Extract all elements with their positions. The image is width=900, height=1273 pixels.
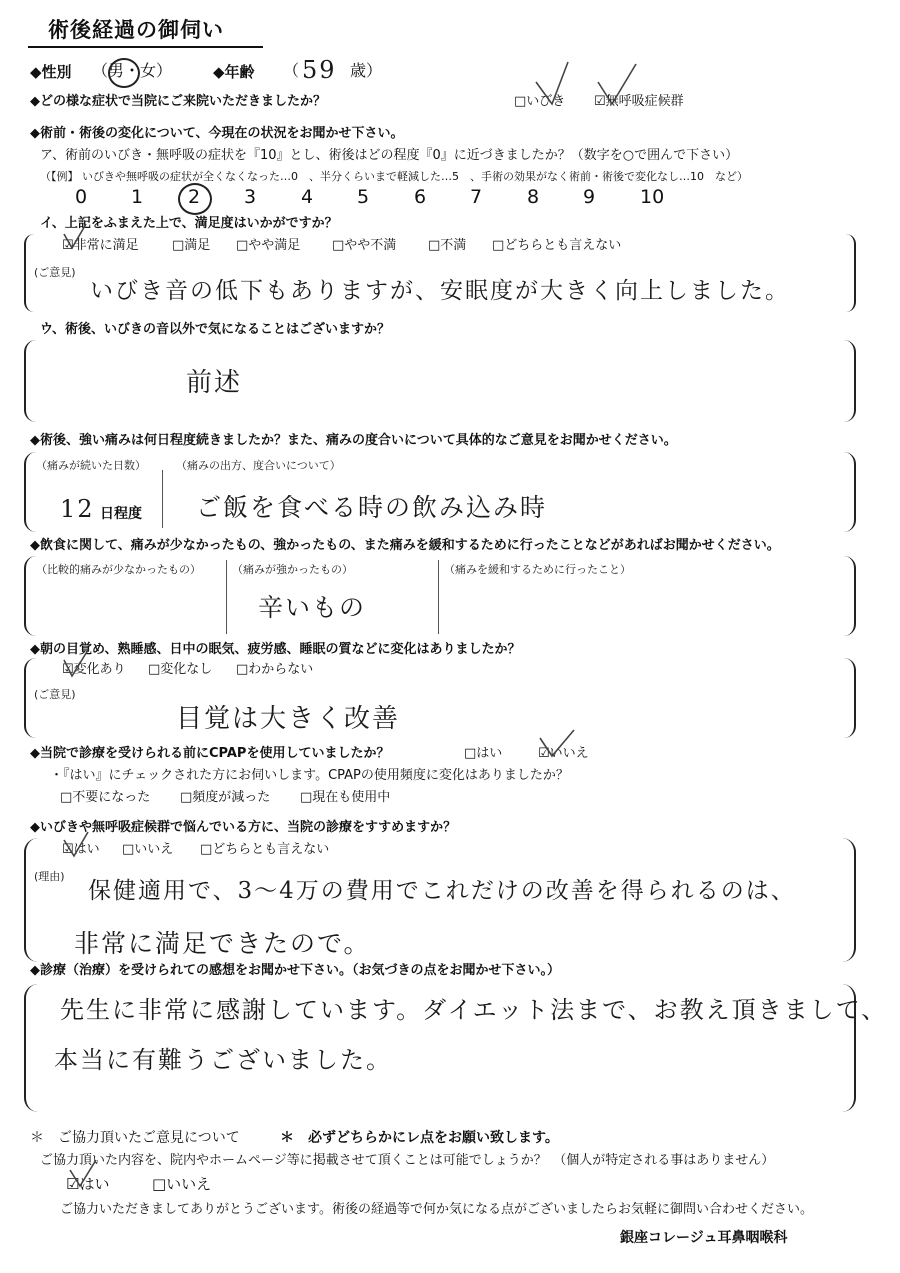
recommend-reason-line1[interactable]: 保健適用で、3～4万の費用でこれだけの改善を得られるのは、 — [88, 878, 796, 904]
scale-5[interactable]: 5 — [357, 186, 370, 208]
morning-opinion-label: (ご意見) — [34, 688, 76, 701]
scale-2[interactable]: 2 — [188, 186, 201, 208]
recommend-yes[interactable]: ☑はい — [62, 842, 100, 857]
cpap-question: ◆当院で診療を受けられる前にCPAPを使用していましたか？ — [30, 746, 390, 761]
change-example: （【例】 いびきや無呼吸の症状が全くなくなった…0 、半分くらいまで軽減した…5 、手術の効果がなく術前・術後で変化なし…10 など） — [40, 170, 748, 183]
recommend-reason-line2[interactable]: 非常に満足できたので。 — [74, 929, 371, 958]
footer-thanks: ご協力いただきましてありがとうございます。術後の経過等で何か気になる点がございましたらお気軽に御問い合わせください。 — [60, 1202, 813, 1217]
cpap-reduced[interactable]: □頻度が減った — [180, 790, 271, 805]
impression-line2[interactable]: 本当に有難うございました。 — [54, 1046, 392, 1074]
consent-no[interactable]: □いいえ — [152, 1175, 212, 1193]
age-label: ◆年齢 — [213, 63, 255, 81]
pain-days-caption: （痛みが続いた日数） — [36, 459, 146, 472]
recommend-neither[interactable]: □どちらとも言えない — [200, 842, 330, 857]
cpap-follow-question: ・『はい』にチェックされた方にお伺いします。CPAPの使用頻度に変化はありましたか？ — [50, 768, 569, 783]
food-caption-strong: （痛みが強かったもの） — [232, 563, 353, 576]
morning-question: ◆朝の目覚め、熟睡感、日中の眠気、疲労感、睡眠の質などに変化はありましたか？ — [30, 642, 521, 657]
scale-0[interactable]: 0 — [75, 186, 88, 208]
change-heading: ◆術前・術後の変化について、今現在の状況をお聞かせ下さい。 — [30, 126, 404, 141]
age-unit: 歳） — [350, 61, 383, 80]
consent-yes[interactable]: ☑はい — [66, 1175, 110, 1193]
scale-7[interactable]: 7 — [470, 186, 483, 208]
impression-question: ◆診療（治療）を受けられての感想をお聞かせ下さい。（お気づきの点をお聞かせ下さい。） — [30, 963, 560, 978]
morning-changed[interactable]: ☑変化あり — [62, 662, 126, 677]
pain-days-unit: 日程度 — [100, 506, 142, 522]
morning-opinion-text[interactable]: 目覚は大きく改善 — [176, 704, 401, 734]
satisfaction-opinion-label: (ご意見) — [34, 266, 76, 279]
food-strong-text[interactable]: 辛いもの — [258, 593, 367, 622]
food-question: ◆飲食に関して、痛みが少なかったもの、強かったもの、また痛みを緩和するために行ったことなどがあればお聞かせください。 — [30, 538, 780, 553]
consent-required: ＊ 必ずどちらかにレ点をお願い致します。 — [280, 1130, 559, 1146]
other-answer[interactable]: 前述 — [186, 368, 243, 398]
satisfaction-dis[interactable]: □不満 — [428, 238, 467, 253]
satisfaction-opinion-text[interactable]: いびき音の低下もありますが、安眠度が大きく向上しました。 — [90, 278, 790, 304]
cpap-no[interactable]: ☑いいえ — [538, 746, 589, 761]
gender-label: ◆性別 — [30, 63, 72, 81]
food-caption-relief: （痛みを緩和するために行ったこと） — [444, 563, 631, 576]
pain-detail-caption: （痛みの出方、度合いについて） — [176, 459, 341, 472]
satisfaction-very[interactable]: ☑非常に満足 — [62, 238, 139, 253]
satisfaction-satisfied[interactable]: □満足 — [172, 238, 211, 253]
pain-detail-text[interactable]: ご飯を食べる時の飲み込み時 — [196, 493, 548, 522]
satisfaction-somewhat-dis[interactable]: □やや不満 — [332, 238, 397, 253]
scale-10[interactable]: 10 — [640, 186, 665, 208]
consent-heading: ＊ ご協力頂いたご意見について — [30, 1130, 240, 1146]
satisfaction-question: イ、上記をふまえた上で、満足度はいかがですか？ — [40, 216, 338, 231]
cpap-unneeded[interactable]: □不要になった — [60, 790, 151, 805]
satisfaction-neither[interactable]: □どちらとも言えない — [492, 238, 622, 253]
scale-9[interactable]: 9 — [583, 186, 596, 208]
satisfaction-somewhat[interactable]: □やや満足 — [236, 238, 301, 253]
recommend-question: ◆いびきや無呼吸症候群で悩んでいる方に、当院の診療をすすめますか？ — [30, 820, 457, 835]
scale-8[interactable]: 8 — [527, 186, 540, 208]
cpap-yes[interactable]: □はい — [464, 746, 503, 761]
age-open: （ — [283, 61, 300, 80]
symptom-snoring-checkbox[interactable]: □いびき — [514, 94, 566, 109]
clinic-name: 銀座コレージュ耳鼻咽喉科 — [620, 1230, 788, 1246]
scale-3[interactable]: 3 — [244, 186, 257, 208]
scale-6[interactable]: 6 — [414, 186, 427, 208]
pain-days-value[interactable]: 12 — [60, 495, 95, 523]
cpap-still-using[interactable]: □現在も使用中 — [300, 790, 391, 805]
impression-line1[interactable]: 先生に非常に感謝しています。ダイエット法まで、お教え頂きまして、 — [60, 996, 888, 1024]
food-caption-mild: （比較的痛みが少なかったもの） — [36, 563, 201, 576]
other-question: ウ、術後、いびきの音以外で気になることはございますか？ — [40, 322, 390, 337]
symptom-apnea-checkbox[interactable]: ☑無呼吸症候群 — [594, 94, 684, 109]
pain-question: ◆術後、強い痛みは何日程度続きましたか？また、痛みの度合いについて具体的なご意見をお聞かせください。 — [30, 433, 677, 448]
page-title: 術後経過の御伺い — [48, 18, 224, 42]
scale-1[interactable]: 1 — [131, 186, 144, 208]
consent-question: ご協力頂いた内容を、院内やホームページ等に掲載させて頂くことは可能でしょうか？ （個人が特定される事はありません） — [40, 1153, 775, 1168]
age-value[interactable]: 59 — [302, 56, 337, 84]
recommend-no[interactable]: □いいえ — [122, 842, 174, 857]
change-sub-question: ア、術前のいびき・無呼吸の症状を『10』とし、術後はどの程度『0』に近づきましたか？（数字を○で囲んで下さい） — [40, 148, 739, 163]
recommend-reason-label: (理由) — [34, 870, 65, 883]
scale-4[interactable]: 4 — [301, 186, 314, 208]
morning-unknown[interactable]: □わからない — [236, 662, 314, 677]
gender-options[interactable]: （男・女） — [92, 61, 173, 80]
symptom-question: ◆どの様な症状で当院にご来院いただきましたか？ — [30, 94, 326, 109]
morning-unchanged[interactable]: □変化なし — [148, 662, 213, 677]
